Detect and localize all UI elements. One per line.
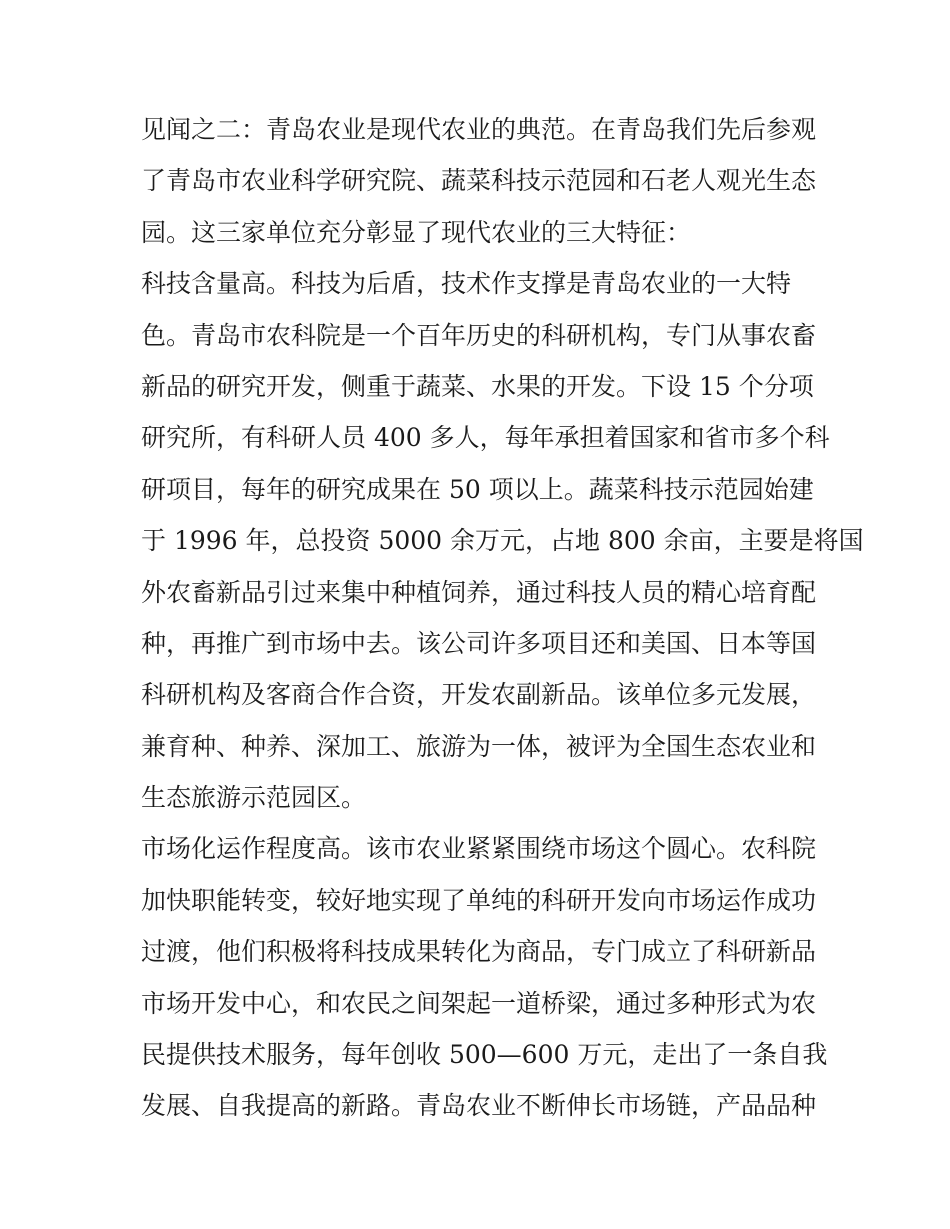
text-line: 民提供技术服务，每年创收 500—600 万元，走出了一条自我 xyxy=(141,1040,828,1070)
text-line: 加快职能转变，较好地实现了单纯的科研开发向市场运作成功 xyxy=(141,885,817,915)
text-line: 于 1996 年，总投资 5000 余万元，占地 800 余亩，主要是将国 xyxy=(141,526,864,556)
text-line: 科研机构及客商合作合资，开发农副新品。该单位多元发展， xyxy=(141,680,817,710)
text-line: 色。青岛市农科院是一个百年历史的科研机构，专门从事农畜 xyxy=(141,320,817,350)
text-line: 发展、自我提高的新路。青岛农业不断伸长市场链，产品品种 xyxy=(141,1091,817,1121)
body-text xyxy=(141,104,864,1132)
text-line: 园。这三家单位充分彰显了现代农业的三大特征： xyxy=(141,217,692,247)
text-line: 新品的研究开发，侧重于蔬菜、水果的开发。下设 15 个分项 xyxy=(141,371,814,401)
text-line: 研项目，每年的研究成果在 50 项以上。蔬菜科技示范园始建 xyxy=(141,474,814,504)
text-line: 生态旅游示范园区。 xyxy=(141,783,367,813)
text-line: 科技含量高。科技为后盾，技术作支撑是青岛农业的一大特 xyxy=(141,269,792,299)
text-line: 市场化运作程度高。该市农业紧紧围绕市场这个圆心。农科院 xyxy=(141,834,817,864)
text-line: 研究所，有科研人员 400 多人，每年承担着国家和省市多个科 xyxy=(141,423,830,453)
text-line: 市场开发中心，和农民之间架起一道桥梁，通过多种形式为农 xyxy=(141,988,817,1018)
text-line: 过渡，他们积极将科技成果转化为商品，专门成立了科研新品 xyxy=(141,937,817,967)
text-line: 了青岛市农业科学研究院、蔬菜科技示范园和石老人观光生态 xyxy=(141,166,817,196)
text-line: 种，再推广到市场中去。该公司许多项目还和美国、日本等国 xyxy=(141,628,817,658)
text-line: 外农畜新品引过来集中种植饲养，通过科技人员的精心培育配 xyxy=(141,577,817,607)
text-line: 见闻之二：青岛农业是现代农业的典范。在青岛我们先后参观 xyxy=(141,115,817,144)
text-line: 兼育种、种养、深加工、旅游为一体，被评为全国生态农业和 xyxy=(141,731,817,761)
